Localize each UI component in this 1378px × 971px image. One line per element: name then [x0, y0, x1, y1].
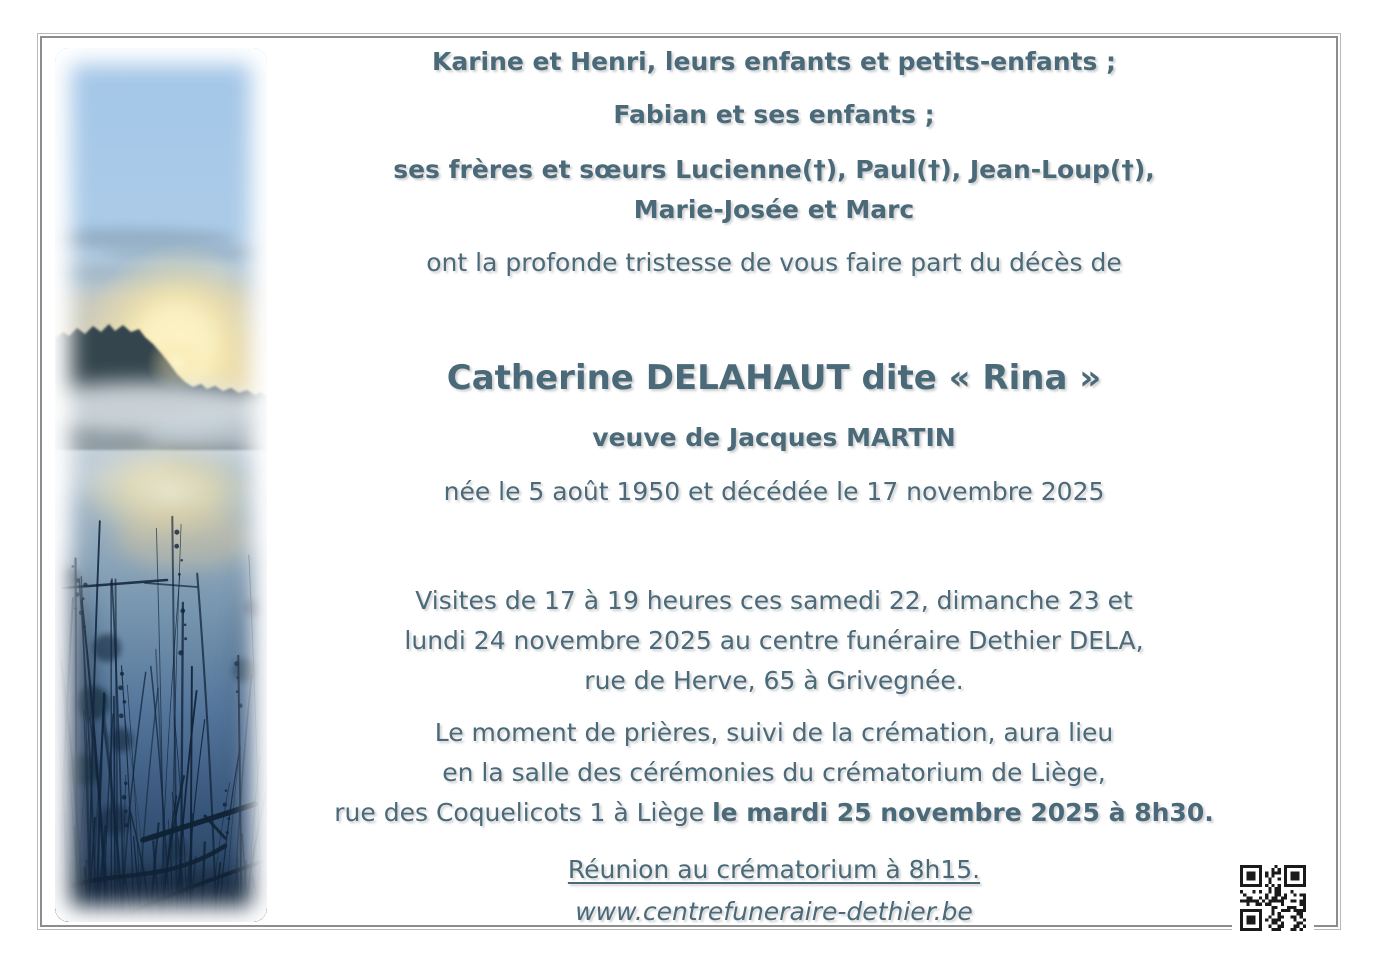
ceremony-line-2: en la salle des cérémonies du crématorium de Liège, [442, 758, 1106, 787]
lake-sunrise-photo-svg [55, 48, 267, 922]
qr-code-svg [1240, 865, 1306, 931]
ceremony-line-1: Le moment de prières, suivi de la crémation, aura lieu [434, 718, 1114, 747]
meeting-line: Réunion au crématorium à 8h15. [567, 855, 981, 884]
ceremony-line-3-regular: rue des Coquelicots 1 à Liège [334, 798, 705, 827]
website-url: www.centrefuneraire-dethier.be [575, 897, 973, 926]
visits-line-1: Visites de 17 à 19 heures ces samedi 22, dimanche 23 et [415, 586, 1133, 615]
deceased-name: Catherine DELAHAUT dite « Rina » [446, 358, 1102, 398]
ceremony-line-3-bold: le mardi 25 novembre 2025 à 8h30. [712, 798, 1214, 827]
family-line-3b: Marie-Josée et Marc [633, 195, 915, 224]
life-dates-line: née le 5 août 1950 et décédée le 17 novembre 2025 [443, 477, 1105, 506]
family-line-3a: ses frères et sœurs Lucienne(†), Paul(†), Jean-Loup(†), [393, 155, 1155, 184]
qr-code [1232, 860, 1314, 936]
ceremony-line-3 [240, 793, 1308, 833]
family-line-2: Fabian et ses enfants ; [613, 100, 935, 129]
announcement-text-column [240, 0, 1308, 971]
widow-line: veuve de Jacques MARTIN [592, 423, 956, 452]
lake-sunrise-photo [55, 48, 267, 922]
visits-line-2: lundi 24 novembre 2025 au centre funéraire Dethier DELA, [404, 626, 1144, 655]
family-line-1: Karine et Henri, leurs enfants et petits-enfants ; [431, 47, 1117, 76]
announcement-line: ont la profonde tristesse de vous faire part du décès de [426, 248, 1122, 277]
visits-line-3: rue de Herve, 65 à Grivegnée. [584, 666, 964, 695]
